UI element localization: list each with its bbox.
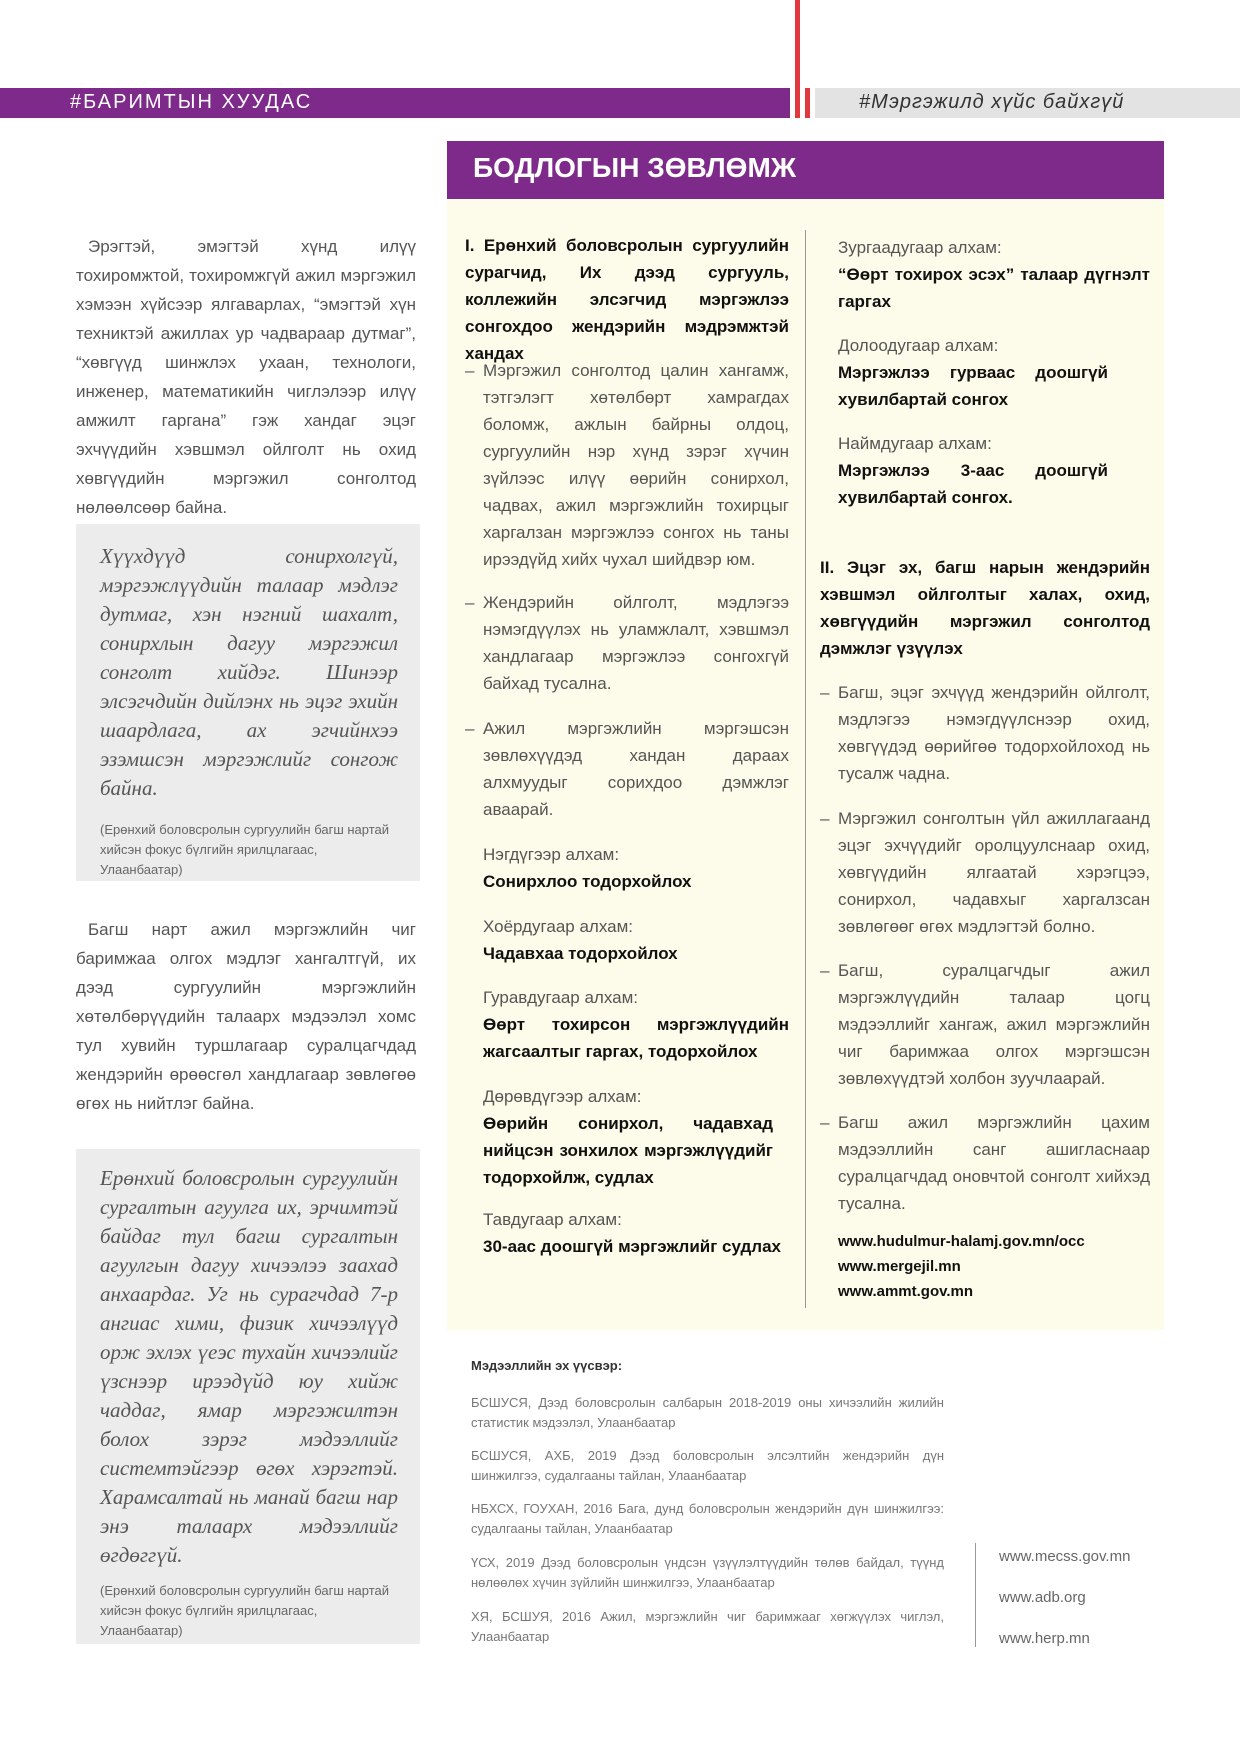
step-4-text: Өөрийн сонирхол, чадавхад нийцсэн зонхилох мэргэжлүүдийг тодорхойлж, судлах	[483, 1114, 773, 1187]
hashtag-label: #Мэргэжилд хүйс байхгүй	[859, 91, 1125, 113]
step-7-label: Долоодугаар алхам:	[838, 336, 999, 355]
dash: –	[820, 809, 830, 828]
footer-link-adb[interactable]: www.adb.org	[999, 1589, 1086, 1606]
policy-title-bar	[447, 141, 1164, 199]
quote-text-1: Хүүхдүүд сонирхолгүй, мэргэжлүүдийн талаар мэдлэг дутмаг, хэн нэгний шахалт, сонирхлын дагуу мэргэжил сонголт хийдэг. Шинээр элсэгчдийн дийлэнх нь эцэг эхийн шаардлага, ах эгчийнхээ эзэмшсэн мэргэжлийг сонгож байна.	[100, 544, 398, 800]
step-7-text: Мэргэжлээ гурваас доошгүй хувилбартай сонгох	[838, 363, 1108, 409]
policy-title: БОДЛОГЫН ЗӨВЛӨМЖ	[473, 152, 797, 183]
step-6-text: “Өөрт тохирох эсэх” талаар дүгнэлт гаргах	[838, 265, 1150, 311]
hashtag-band	[815, 88, 1240, 118]
column-divider	[805, 230, 806, 1308]
intro-paragraph-1: Эрэгтэй, эмэгтэй хүнд илүү тохиромжтой, тохиромжгүй ажил мэргэжил хэмээн хүйсээр ялгаварлах, “эмэгтэй хүн техниктэй ажиллах ур чадвараар дутмаг”, “хөвгүүд шинжлэх ухаан, технологи, инженер, математикийн чиглэлээр илүү амжилт гаргана” гэж хандаг эцэг эхчүүдийн хэвшмэл ойлголт нь охид хөвгүүдийн мэргэжил сонголтод нөлөөлсөөр байна.	[76, 237, 416, 517]
source-item-4: ҮСХ, 2019 Дээд боловсролын үндсэн үзүүлэлтүүдийн төлөв байдал, түүнд нөлөөлөх хүчин зүйлийн шинжилгээ, Улаанбаатар	[471, 1555, 944, 1590]
s2-item-4: – Багш ажил мэргэжлийн цахим мэдээллийн санг ашигласнаар суралцагчдад оновчтой сонголт хийхэд тусална.	[820, 1109, 1150, 1217]
step-5-label: Тавдугаар алхам:	[483, 1210, 622, 1229]
step-8-label: Наймдугаар алхам:	[838, 434, 992, 453]
s2-item-3: – Багш, суралцагчдыг ажил мэргэжлүүдийн талаар цогц мэдээллийг хангаж, ажил мэргэжлийн чиг баримжаа олгох мэргэшсэн зөвлөхүүдтэй холбон зуучлаарай.	[820, 957, 1150, 1092]
step-3-label: Гуравдугаар алхам:	[483, 988, 639, 1007]
s1-item-3: – Ажил мэргэжлийн мэргэшсэн зөвлөхүүдэд хандан дараах алхмуудыг сорихдоо дэмжлэг аваарай.	[465, 715, 789, 823]
source-item-1: БСШУСЯ, Дээд боловсролын салбарын 2018-2019 оны хичээлийн жилийн статистик мэдээлэл, Улаанбаатар	[471, 1395, 944, 1430]
dash: –	[465, 719, 475, 738]
step-4-label: Дөрөвдүгээр алхам:	[483, 1087, 642, 1106]
dash: –	[465, 593, 475, 612]
header-red-rule-bottom	[805, 88, 810, 118]
source-item-3: НБХСХ, ГОУХАН, 2016 Бага, дунд боловсролын жендэрийн дүн шинжилгээ: судалгааны тайлан, Улаанбаатар	[471, 1501, 944, 1536]
s1-item-2: – Жендэрийн ойлголт, мэдлэгээ нэмэгдүүлэх нь уламжлалт, хэвшмэл хандлагаар мэргэжлээ сонгохгүй байхад тусална.	[465, 589, 789, 697]
quote-box-2	[76, 1149, 420, 1644]
step-1-label: Нэгдүгээр алхам:	[483, 845, 620, 864]
dash: –	[820, 1113, 830, 1132]
section-2-heading: II. Эцэг эх, багш нарын жендэрийн хэвшмэл ойлголтыг халах, охид, хөвгүүдийн мэргэжил сонголтод дэмжлэг үзүүлэх	[820, 558, 1150, 658]
dash: –	[820, 683, 830, 702]
fact-sheet-band	[0, 88, 790, 118]
intro-paragraph-2: Багш нарт ажил мэргэжлийн чиг баримжаа олгох мэдлэг хангалтгүй, их дээд сургуулийн мэргэжлийн хөтөлбөрүүдийн талаарх мэдээлэл хомс тул хувийн туршлагаар суралцагчдад жендэрийн өрөөсгөл хандлагаар зөвлөгөө өгөх нь нийтлэг байна.	[76, 920, 416, 1113]
header-red-rule-top	[795, 0, 800, 118]
sources-title: Мэдээллийн эх үүсвэр:	[471, 1358, 623, 1373]
footer-link-herp[interactable]: www.herp.mn	[999, 1630, 1090, 1647]
source-item-5: ХЯ, БСШУЯ, 2016 Ажил, мэргэжлийн чиг баримжааг хөгжүүлэх чиглэл, Улаанбаатар	[471, 1609, 944, 1644]
dash: –	[820, 961, 830, 980]
quote-source-2: (Ерөнхий боловсролын сургуулийн багш нартай хийсэн фокус бүлгийн ярилцлагаас, Улаанбаатар)	[100, 1583, 390, 1638]
fact-sheet-label: #БАРИМТЫН ХУУДАС	[70, 91, 313, 113]
resource-link-1[interactable]: www.hudulmur-halamj.gov.mn/occ	[838, 1233, 1085, 1250]
quote-source-1: (Ерөнхий боловсролын сургуулийн багш нартай хийсэн фокус бүлгийн ярилцлагаас, Улаанбаатар)	[100, 822, 390, 877]
section-1-heading: I. Ерөнхий боловсролын сургуулийн сурагчид, Их дээд сургууль, коллежийн элсэгчид мэргэжлээ сонгохдоо жендэрийн мэдрэмжтэй хандах	[465, 236, 789, 363]
s1-item-1: – Мэргэжил сонголтод цалин хангамж, тэтгэлэгт хөтөлбөрт хамрагдах боломж, ажлын байрны олдоц, сургуулийн нэр хүнд зэрэг хүчин зүйлээс илүү өөрийн сонирхол, чадвах, ажил мэргэжлийн тохирцыг харгалзан мэргэжлээ сонгох нь таны ирээдүйд хийх чухал шийдвэр юм.	[465, 357, 789, 573]
step-6-label: Зургаадугаар алхам:	[838, 238, 1002, 257]
dash: –	[465, 361, 475, 380]
source-item-2: БСШУСЯ, АХБ, 2019 Дээд боловсролын элсэлтийн жендэрийн дүн шинжилгээ, судалгааны тайлан, Улаанбаатар	[471, 1448, 944, 1483]
quote-box-1	[76, 524, 420, 881]
s2-item-2: – Мэргэжил сонголтын үйл ажиллагаанд эцэг эхчүүдийг оролцуулснаар охид, хөвгүүдийн ялгаатай хэрэгцээ, сонирхол, чадавхыг харгалзсан зөвлөгөөг өгөх мэдлэгтэй болно.	[820, 805, 1150, 940]
step-5-text: 30-аас доошгүй мэргэжлийг судлах	[483, 1237, 782, 1256]
step-2-label: Хоёрдугаар алхам:	[483, 917, 634, 936]
footer-link-mecss[interactable]: www.mecss.gov.mn	[999, 1548, 1131, 1565]
resource-link-2[interactable]: www.mergejil.mn	[838, 1258, 961, 1275]
quote-text-2: Ерөнхий боловсролын сургуулийн сургалтын агуулга их, эрчимтэй байдаг тул багш сургалтын агуулгын дагуу хичээлээ заахад анхаардаг. Уг нь сурагчдад 7-р ангиас хими, физик хичээлүүд орж эхлэх үеэс тухайн хичээлийг үзснээр ирээдүйд юу хийж чаддаг, ямар мэргэжилтэн болох зэрэг мэдээллийг системтэйгээр өгөх хэрэгтэй. Харамсалтай нь манай багш нар энэ талаарх мэдээллийг өгдөггүй.	[100, 1166, 398, 1567]
resource-link-3[interactable]: www.ammt.gov.mn	[838, 1283, 974, 1300]
s2-item-1: – Багш, эцэг эхчүүд жендэрийн ойлголт, мэдлэгээ нэмэгдүүлснээр охид, хөвгүүдэд өөрийгөө тодорхойлоход нь тусалж чадна.	[820, 679, 1150, 787]
step-8-text: Мэргэжлээ 3-аас доошгүй хувилбартай сонгох.	[838, 461, 1108, 507]
footer-divider	[975, 1543, 976, 1647]
step-3-text: Өөрт тохирсон мэргэжлүүдийн жагсаалтыг гаргах, тодорхойлох	[483, 1015, 789, 1061]
step-2-text: Чадавхаа тодорхойлох	[483, 944, 678, 963]
step-1-text: Сонирхлоо тодорхойлох	[483, 872, 692, 891]
